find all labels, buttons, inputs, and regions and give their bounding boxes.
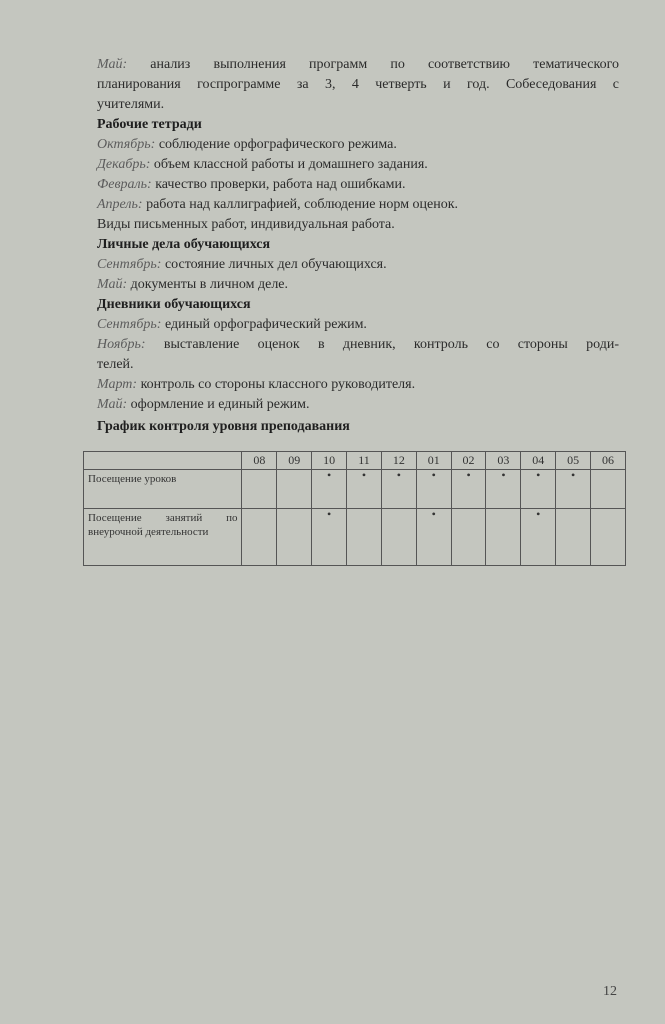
month-header: 05 [556,452,591,470]
mark-cell: • [521,470,556,509]
mark-cell: • [486,470,521,509]
mark-cell [347,509,382,566]
text-line [97,275,619,295]
row-label-lesson-visits: Посещение уроков [84,470,242,509]
line-text: выставление оценок в дневник, контроль со стороны роди- [163,337,620,352]
month-header: 02 [451,452,486,470]
mark-cell [242,470,277,509]
mark-cell [591,509,626,566]
month-label: Сентябрь: [97,317,162,332]
control-schedule-table [83,451,626,566]
line-text: Виды письменных работ, индивидуальная работа. [97,217,395,232]
month-label: Ноябрь: [97,337,146,352]
mark-cell: • [347,470,382,509]
line-text: работа над каллиграфией, соблюдение норм оценок. [146,197,459,212]
mark-cell: • [416,470,451,509]
text-line [97,175,619,195]
mark-cell [277,470,312,509]
text-line [97,135,619,155]
month-header: 08 [242,452,277,470]
month-label: Октябрь: [97,137,156,152]
month-label: Май: [97,57,128,72]
line-text: единый орфографический режим. [164,317,367,332]
month-header: 10 [312,452,347,470]
month-header: 03 [486,452,521,470]
text-line [97,195,619,215]
line-text: соблюдение орфографического режима. [158,137,397,152]
table-row [84,470,626,509]
mark-cell [486,509,521,566]
text-line [97,255,619,275]
month-header: 09 [277,452,312,470]
mark-cell [591,470,626,509]
mark-cell: • [381,470,416,509]
month-header: 04 [521,452,556,470]
line-text: объем классной работы и домашнего задания. [153,157,428,172]
mark-cell: • [312,470,347,509]
section-heading-personal-files: Личные дела обучающихся [97,237,271,252]
section-heading-schedule: График контроля уровня преподавания [97,419,350,434]
row-label-extracurricular-visits: Посещение занятий по внеурочной деятельности [84,509,242,566]
month-label: Апрель: [97,197,143,212]
month-header: 01 [416,452,451,470]
text-line [97,395,619,415]
mark-cell [451,509,486,566]
line-text: контроль со стороны классного руководителя. [140,377,416,392]
text-line [97,215,619,235]
mark-cell [242,509,277,566]
mark-cell: • [556,470,591,509]
month-label: Май: [97,397,128,412]
mark-cell [556,509,591,566]
text-line [97,95,619,115]
mark-cell: • [312,509,347,566]
text-line [97,55,619,75]
text-line [97,315,619,335]
month-header: 11 [347,452,382,470]
line-text: телей. [97,357,134,372]
mark-cell: • [521,509,556,566]
text-line [97,155,619,175]
text-line [97,375,619,395]
month-label: Декабрь: [97,157,151,172]
table-row [84,509,626,566]
line-text: учителями. [97,97,165,112]
month-header: 12 [381,452,416,470]
line-text: оформление и единый режим. [130,397,310,412]
section-heading-notebooks: Рабочие тетради [97,117,202,132]
page-number: 12 [603,984,617,999]
line-text: анализ выполнения программ по соответствию тематического [150,57,620,72]
mark-cell [381,509,416,566]
text-line [97,75,619,95]
month-label: Март: [97,377,138,392]
text-line [97,355,619,375]
header-corner-cell [84,452,242,470]
table-header-row [84,452,626,470]
month-label: Сентябрь: [97,257,162,272]
mark-cell [277,509,312,566]
month-header: 06 [591,452,626,470]
section-heading-diaries: Дневники обучающихся [97,297,251,312]
mark-cell: • [416,509,451,566]
mark-cell: • [451,470,486,509]
line-text: планирования госпрограмме за 3, 4 четверть и год. Собеседования с [97,77,619,92]
line-text: документы в личном деле. [130,277,289,292]
text-line [97,335,619,355]
month-label: Май: [97,277,128,292]
line-text: качество проверки, работа над ошибками. [155,177,406,192]
body-text [97,55,619,437]
line-text: состояние личных дел обучающихся. [164,257,387,272]
month-label: Февраль: [97,177,152,192]
